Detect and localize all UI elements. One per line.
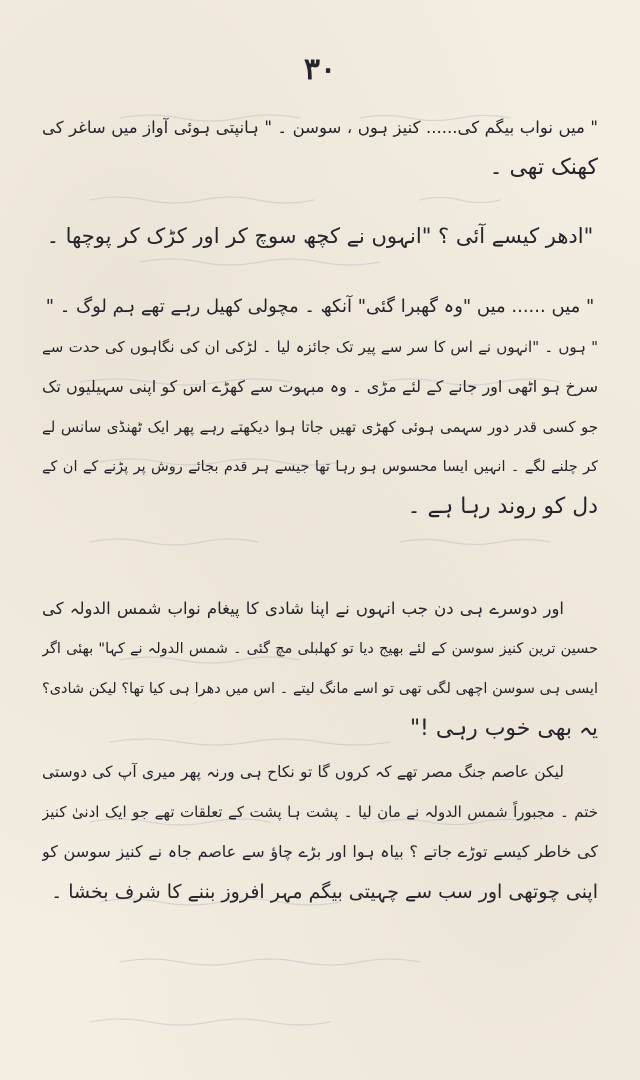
text-line: اپنی چوتھی اور سب سے چہیتی بیگم مہر افروز بننے کا شرف بخشا ۔: [51, 881, 598, 903]
paragraph: [42, 589, 598, 749]
paragraph: [42, 108, 598, 188]
text-line: " میں ...... میں "وہ گھبرا گئی" آنکھ ۔ مچولی کھیل رہے تھے ہم لوگ ۔ ": [45, 296, 595, 317]
text-line: لیکن عاصم جنگ مصر تھے کہ کروں گا تو نکاح ہی ورنہ پھر میری آپ کی دوستی: [42, 763, 564, 781]
text-line: سرخ ہو اٹھی اور جانے کے لئے مڑی ۔ وہ مبہوت سے کھڑے اس کو اپنی سہیلیوں تک: [42, 377, 598, 396]
text-line: ختم ۔ مجبوراً شمس الدولہ نے مان لیا ۔ پشت ہا پشت کے تعلقات تھے جو ایک ادنیٰ کنیز: [42, 803, 598, 821]
text-line: حسین ترین کنیز سوسن کے لئے بھیج دیا تو کھلبلی مچ گئی ۔ شمس الدولہ نے کہا" بھئی اگر: [42, 641, 598, 657]
text-line: " ہوں ۔ "انہوں نے اس کا سر سے پیر تک جائزہ لیا ۔ لڑکی ان کی نگاہوں کی حدت سے: [42, 338, 598, 356]
text-line: دل کو روند رہا ہے ۔: [407, 494, 598, 519]
text-line: ایسی ہی سوسن اچھی لگی تھی تو اسے مانگ لیتے ۔ اس میں دھرا ہی کیا تھا؟ لیکن شادی؟: [42, 681, 598, 697]
page-number: ۳۰: [303, 52, 337, 87]
paragraph: [42, 287, 598, 527]
text-line: " میں نواب بیگم کی...... کنیز ہوں ، سوسن ۔ " ہانپتی ہوئی آواز میں ساغر کی: [42, 118, 598, 137]
text-line: "ادھر کیسے آئی ؟ "انہوں نے کچھ سوچ کر اور کڑک کر پوچھا ۔: [46, 224, 594, 248]
text-line: اور دوسرے ہی دن جب انہوں نے اپنا شادی کا پیغام نواب شمس الدولہ کی: [42, 599, 564, 618]
text-line: کھنک تھی ۔: [489, 155, 598, 180]
text-line: یہ بھی خوب رہی !": [409, 716, 598, 741]
paragraph: [42, 752, 598, 912]
text-line: جو کسی قدر دور سہمی ہوئی کھڑی تھیں جاتا ہوا دیکھتے رہے پھر ایک ٹھنڈی سانس لے: [42, 418, 598, 436]
paragraph: [42, 216, 598, 256]
text-line: کر چلنے لگے ۔ انہیں ایسا محسوس ہو رہا تھا جیسے ہر قدم بجائے روش پر پڑنے کے ان کے: [42, 459, 598, 475]
text-line: کی خاطر کیسے توڑے جاتے ؟ بیاہ ہوا اور بڑے چاؤ سے عاصم جاہ نے کنیز سوسن کو: [42, 842, 598, 861]
